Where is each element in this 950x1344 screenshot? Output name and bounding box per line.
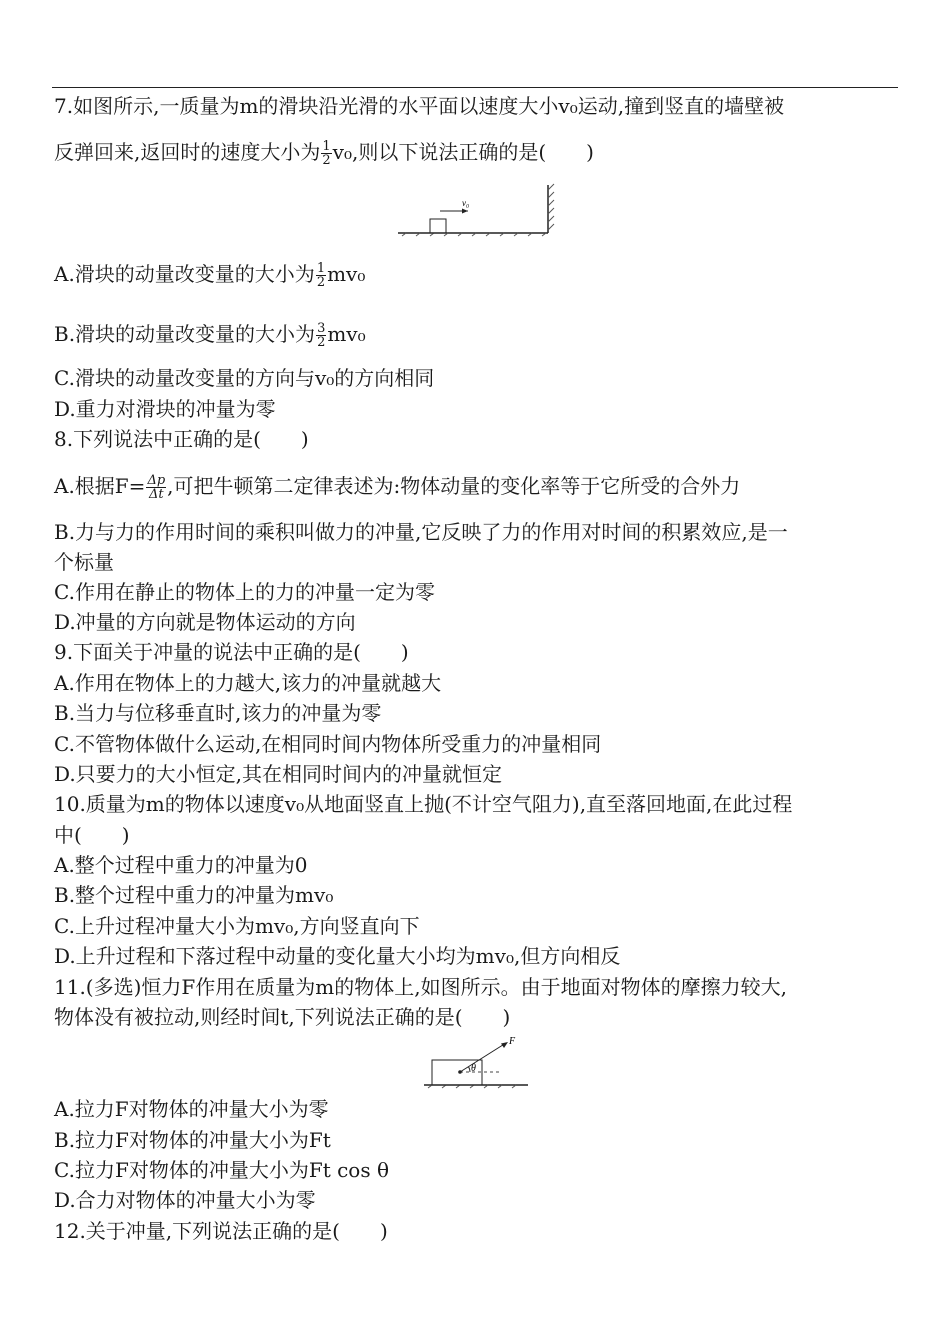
q9-option-a: A.作用在物体上的力越大,该力的冲量就越大	[54, 671, 442, 695]
angle-arc	[469, 1067, 471, 1072]
q7-option-b-fraction	[316, 322, 326, 349]
q10-stem-line1: 10.质量为m的物体以速度v₀从地面竖直上抛(不计空气阻力),直至落回地面,在此过程	[54, 792, 793, 816]
q7-option-b-num: 3	[317, 321, 326, 336]
q8-option-c: C.作用在静止的物体上的力的冲量一定为零	[54, 580, 435, 604]
q7-half-num: 1	[322, 139, 331, 154]
q7-option-c: C.滑块的动量改变量的方向与v₀的方向相同	[54, 366, 435, 390]
q10-option-c: C.上升过程冲量大小为mv₀,方向竖直向下	[54, 914, 420, 938]
q8-option-a-post: ,可把牛顿第二定律表述为:物体动量的变化率等于它所受的合外力	[167, 474, 741, 498]
q10-option-b: B.整个过程中重力的冲量为mv₀	[54, 883, 334, 907]
q7-option-b-pre: B.滑块的动量改变量的大小为	[54, 322, 316, 346]
q7-option-a-post: mv₀	[327, 262, 366, 286]
q11-option-a: A.拉力F对物体的冲量大小为零	[54, 1097, 329, 1121]
q9-option-b: B.当力与位移垂直时,该力的冲量为零	[54, 701, 382, 725]
q9-option-c: C.不管物体做什么运动,在相同时间内物体所受重力的冲量相同	[54, 732, 602, 756]
q8-formula-num: Δp	[147, 473, 166, 488]
q7-option-a-num: 1	[316, 261, 326, 276]
q8-option-a-pre: A.根据F=	[54, 474, 146, 498]
q9-option-d: D.只要力的大小恒定,其在相同时间内的冲量就恒定	[54, 762, 503, 786]
q8-option-d: D.冲量的方向就是物体运动的方向	[54, 610, 356, 634]
q8-option-a	[54, 474, 898, 501]
q9-stem: 9.下面关于冲量的说法中正确的是( )	[54, 640, 409, 664]
q8-option-b-line2: 个标量	[54, 550, 114, 574]
q7-option-a-pre: A.滑块的动量改变量的大小为	[54, 262, 315, 286]
q11-stem-line1: 11.(多选)恒力F作用在质量为m的物体上,如图所示。由于地面对物体的摩擦力较大,	[54, 975, 787, 999]
wall-hatch	[548, 184, 554, 230]
q7-half-fraction	[321, 140, 331, 167]
q11-figure-force-block	[420, 1034, 532, 1090]
q7-option-b-den: 2	[317, 335, 326, 350]
q11-option-b: B.拉力F对物体的冲量大小为Ft	[54, 1128, 331, 1152]
q7-option-b-post: mv₀	[327, 322, 366, 346]
force-arrowhead	[501, 1042, 508, 1048]
q7-stem-line2	[54, 140, 898, 167]
q10-option-d: D.上升过程和下落过程中动量的变化量大小均为mv₀,但方向相反	[54, 944, 621, 968]
q7-figure-block-wall	[396, 182, 556, 238]
q7-option-d: D.重力对滑块的冲量为零	[54, 397, 276, 421]
q12-stem: 12.关于冲量,下列说法正确的是( )	[54, 1219, 388, 1243]
q11-option-d: D.合力对物体的冲量大小为零	[54, 1188, 316, 1212]
q11-option-c: C.拉力F对物体的冲量大小为Ft cos θ	[54, 1158, 389, 1182]
q8-formula-fraction	[146, 474, 166, 501]
q8-formula-den: Δt	[148, 487, 164, 502]
q7-half-den: 2	[322, 153, 331, 168]
force-arrow	[460, 1043, 506, 1072]
q11-stem-line2: 物体没有被拉动,则经时间t,下列说法正确的是( )	[54, 1005, 511, 1029]
q7-option-b	[54, 322, 898, 349]
top-rule	[52, 87, 898, 88]
theta-label: θ	[471, 1063, 476, 1074]
q7-stem-line1: 7.如图所示,一质量为m的滑块沿光滑的水平面以速度大小v₀运动,撞到竖直的墙壁被	[54, 94, 785, 118]
q7-stem-line2-pre: 反弹回来,返回时的速度大小为	[54, 140, 321, 164]
force-origin-dot	[458, 1070, 462, 1074]
velocity-arrowhead	[462, 209, 468, 214]
q7-option-a	[54, 262, 898, 289]
q8-stem: 8.下列说法中正确的是( )	[54, 427, 309, 451]
q7-option-a-fraction	[316, 262, 326, 289]
q8-option-b-line1: B.力与力的作用时间的乘积叫做力的冲量,它反映了力的作用对时间的积累效应,是一	[54, 520, 788, 544]
q7-option-a-den: 2	[316, 275, 326, 290]
q10-option-a: A.整个过程中重力的冲量为0	[54, 853, 308, 877]
q7-stem-line2-post: v₀,则以下说法正确的是( )	[332, 140, 594, 164]
velocity-label: v₀	[462, 198, 470, 208]
q10-stem-line2: 中( )	[54, 823, 130, 847]
slider-block	[430, 219, 446, 233]
force-label: F	[509, 1036, 516, 1047]
